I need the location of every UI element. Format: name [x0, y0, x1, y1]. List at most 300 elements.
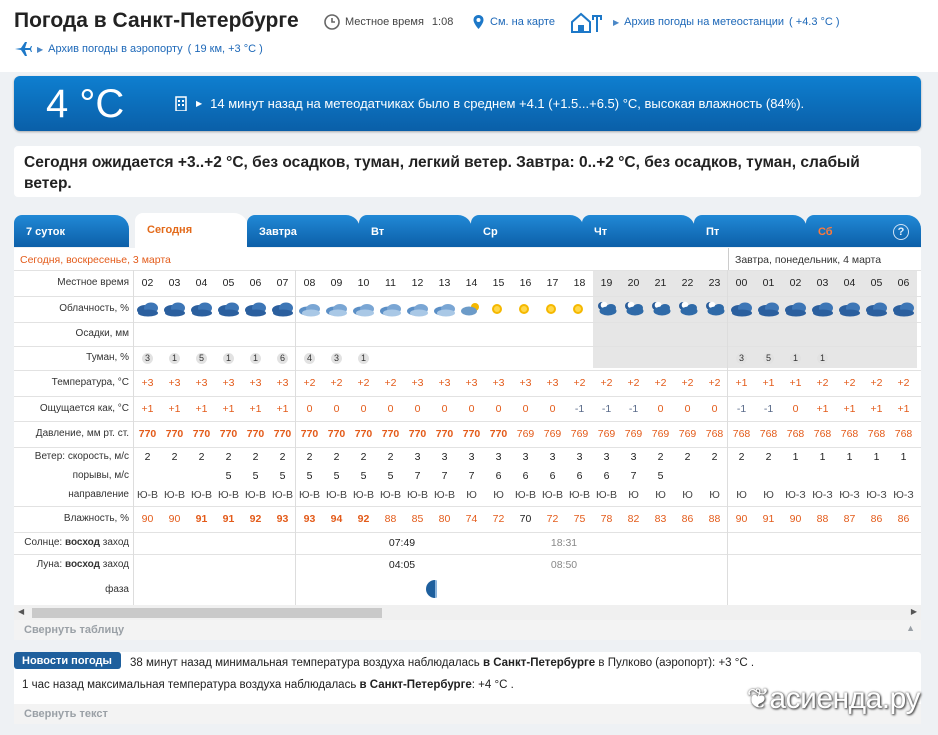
table-row: [14, 421, 921, 447]
hour-cell: 14: [465, 277, 478, 289]
cloud-cell: [782, 300, 809, 321]
feels-cell: 0: [387, 403, 394, 415]
humidity-cell: 91: [762, 513, 775, 525]
feels-cell: 0: [360, 403, 367, 415]
local-time: [324, 14, 453, 30]
temp-cell: +1: [762, 377, 775, 389]
hour-cell: 16: [519, 277, 532, 289]
feels-cell: 0: [441, 403, 448, 415]
building-icon: [174, 95, 188, 111]
moon-phase-icon: [423, 579, 437, 599]
wind-cell: 3: [468, 451, 475, 463]
collapse-text-button[interactable]: Свернуть текст: [14, 704, 921, 724]
moon-phase-cell: [416, 579, 443, 602]
row-label: фаза: [105, 584, 129, 595]
fog-badge: 5: [196, 353, 207, 364]
fog-badge: 3: [142, 353, 153, 364]
hourly-table: [14, 248, 921, 605]
hour-cell: 13: [438, 277, 451, 289]
tab-thu[interactable]: Чт: [582, 215, 695, 247]
direction-cell: Ю-В: [595, 489, 618, 501]
scroll-right-icon[interactable]: ▶: [910, 607, 917, 616]
direction-cell: Ю-В: [406, 489, 429, 501]
table-row: [14, 370, 921, 396]
hour-cell: 08: [303, 277, 316, 289]
table-row: [14, 270, 921, 296]
temp-cell: +2: [843, 377, 856, 389]
humidity-cell: 70: [519, 513, 532, 525]
wind-cell: 2: [252, 451, 259, 463]
row-label: порывы, м/с: [72, 470, 129, 481]
fog-badge: 1: [250, 353, 261, 364]
pressure-cell: 770: [435, 428, 454, 440]
row-label: Ощущается как, °С: [39, 403, 129, 414]
feels-cell: +1: [249, 403, 262, 415]
hour-cell: 06: [897, 277, 910, 289]
cloud-cell: [863, 300, 890, 321]
pressure-cell: 768: [759, 428, 778, 440]
direction-cell: Ю: [655, 489, 666, 501]
pressure-cell: 768: [813, 428, 832, 440]
tab-today[interactable]: Сегодня: [135, 213, 248, 248]
humidity-cell: 90: [168, 513, 181, 525]
cloud-light-icon: [352, 300, 376, 318]
tab-wed[interactable]: Ср: [471, 215, 584, 247]
direction-cell: Ю-З: [866, 489, 887, 501]
pressure-cell: 769: [516, 428, 535, 440]
wind-cell: 2: [684, 451, 691, 463]
row-label: Ветер: скорость, м/с: [34, 451, 129, 462]
hour-cell: 17: [546, 277, 559, 289]
cloud-cell: [458, 300, 485, 321]
cloud-light-icon: [406, 300, 430, 318]
cloud-dark-icon: [730, 300, 754, 318]
pressure-cell: 768: [840, 428, 859, 440]
news-text: в Пулково (аэропорт): +3 °С .: [598, 657, 755, 669]
cloud-cell: [161, 300, 188, 321]
cloud-dark-icon: [892, 300, 916, 318]
feels-cell: 0: [495, 403, 502, 415]
humidity-cell: 88: [708, 513, 721, 525]
hour-cell: 00: [735, 277, 748, 289]
cloud-cell: [890, 300, 917, 321]
hour-cell: 07: [276, 277, 289, 289]
humidity-cell: 87: [843, 513, 856, 525]
humidity-cell: 92: [357, 513, 370, 525]
direction-cell: Ю-З: [893, 489, 914, 501]
wind-cell: 3: [522, 451, 529, 463]
airport-info[interactable]: ( 19 км, +3 °С ): [187, 43, 263, 55]
partly-cloudy-icon: [460, 300, 484, 318]
cloud-cell: [485, 300, 512, 321]
cloud-dark-icon: [217, 300, 241, 318]
temp-cell: +2: [708, 377, 721, 389]
temp-cell: +3: [519, 377, 532, 389]
tab-tue[interactable]: Вт: [359, 215, 472, 247]
direction-cell: Ю-В: [271, 489, 294, 501]
gust-cell: 6: [576, 470, 583, 482]
fog-cell: [161, 352, 188, 364]
tab-fri[interactable]: Пт: [694, 215, 807, 247]
pressure-cell: 769: [543, 428, 562, 440]
current-weather-banner: [14, 76, 921, 131]
temp-cell: +2: [627, 377, 640, 389]
moon-cloud-icon: [676, 300, 700, 318]
station-archive[interactable]: [570, 11, 840, 33]
humidity-cell: 93: [276, 513, 289, 525]
pressure-cell: 770: [300, 428, 319, 440]
sun-icon: [541, 300, 565, 318]
cloud-dark-icon: [244, 300, 268, 318]
wind-cell: 3: [549, 451, 556, 463]
temp-cell: +3: [168, 377, 181, 389]
cloud-cell: [566, 300, 593, 321]
direction-cell: Ю-З: [812, 489, 833, 501]
moon-cloud-icon: [649, 300, 673, 318]
feels-cell: 0: [468, 403, 475, 415]
cloud-dark-icon: [136, 300, 160, 318]
cloud-cell: [647, 300, 674, 321]
gust-cell: 6: [603, 470, 610, 482]
cloud-light-icon: [433, 300, 457, 318]
direction-cell: Ю: [736, 489, 747, 501]
direction-cell: Ю-В: [298, 489, 321, 501]
gust-cell: 6: [522, 470, 529, 482]
fog-badge: 1: [358, 353, 369, 364]
horizontal-scrollbar[interactable]: [14, 605, 921, 620]
fog-cell: [269, 352, 296, 364]
humidity-cell: 88: [816, 513, 829, 525]
pressure-cell: 770: [138, 428, 157, 440]
cloud-dark-icon: [757, 300, 781, 318]
table-row: [14, 532, 921, 554]
wind-cell: 3: [630, 451, 637, 463]
fog-cell: [296, 352, 323, 364]
humidity-cell: 93: [303, 513, 316, 525]
pressure-cell: 768: [786, 428, 805, 440]
table-row: [14, 346, 921, 370]
station-archive-link[interactable]: Архив погоды на метеостанции: [624, 16, 785, 28]
watermark: [746, 682, 920, 716]
humidity-cell: 91: [222, 513, 235, 525]
fog-badge: 3: [331, 353, 342, 364]
feels-cell: +1: [870, 403, 883, 415]
temp-cell: +2: [897, 377, 910, 389]
humidity-cell: 72: [492, 513, 505, 525]
gust-cell: 7: [468, 470, 475, 482]
table-row: [14, 447, 921, 467]
fog-badge: 1: [169, 353, 180, 364]
wind-cell: 1: [873, 451, 880, 463]
feels-cell: 0: [549, 403, 556, 415]
direction-cell: Ю-В: [190, 489, 213, 501]
feels-cell: 0: [333, 403, 340, 415]
table-row: [14, 554, 921, 576]
pressure-cell: 770: [354, 428, 373, 440]
direction-cell: Ю-З: [785, 489, 806, 501]
watermark-text: асиенда.ру: [769, 682, 920, 715]
news-city: в Санкт-Петербурге: [482, 657, 596, 669]
fog-badge: 1: [817, 353, 828, 364]
humidity-cell: 90: [141, 513, 154, 525]
gust-cell: 5: [333, 470, 340, 482]
direction-cell: Ю: [628, 489, 639, 501]
row-label: Температура, °С: [51, 377, 129, 388]
pressure-cell: 768: [732, 428, 751, 440]
page-title: Погода в Санкт-Петербурге: [14, 9, 299, 32]
cloud-cell: [512, 300, 539, 321]
hour-cell: 06: [249, 277, 262, 289]
temp-cell: +2: [573, 377, 586, 389]
gust-cell: 5: [306, 470, 313, 482]
cloud-light-icon: [325, 300, 349, 318]
temp-cell: +2: [870, 377, 883, 389]
humidity-cell: 74: [465, 513, 478, 525]
direction-cell: Ю-В: [568, 489, 591, 501]
pressure-cell: 770: [246, 428, 265, 440]
airport-archive[interactable]: [14, 41, 263, 57]
temp-cell: +2: [600, 377, 613, 389]
gust-cell: 6: [495, 470, 502, 482]
humidity-cell: 88: [384, 513, 397, 525]
feels-cell: -1: [736, 403, 747, 415]
gust-cell: 5: [225, 470, 232, 482]
hour-cell: 12: [411, 277, 424, 289]
humidity-cell: 91: [195, 513, 208, 525]
help-icon[interactable]: ?: [893, 224, 909, 240]
pressure-cell: 770: [381, 428, 400, 440]
cloud-cell: [431, 300, 458, 321]
feels-cell: +1: [195, 403, 208, 415]
table-row: [14, 396, 921, 421]
gust-cell: 7: [414, 470, 421, 482]
map-link-text[interactable]: См. на карте: [490, 16, 555, 28]
cloud-cell: [269, 300, 296, 321]
fog-cell: [323, 352, 350, 364]
news-text: 1 час назад максимальная температура воздуха наблюдалась: [22, 679, 357, 691]
direction-cell: Ю: [466, 489, 477, 501]
cloud-dark-icon: [784, 300, 808, 318]
direction-cell: Ю: [682, 489, 693, 501]
fog-cell: [242, 352, 269, 364]
table-row: [14, 322, 921, 346]
clock-icon: [324, 14, 340, 30]
direction-cell: Ю-В: [325, 489, 348, 501]
current-temperature: 4 °C: [46, 82, 125, 126]
direction-cell: Ю-В: [352, 489, 375, 501]
feels-cell: 0: [414, 403, 421, 415]
fog-badge: 1: [790, 353, 801, 364]
cloud-cell: [809, 300, 836, 321]
wind-cell: 3: [576, 451, 583, 463]
row-label: Влажность, %: [63, 513, 129, 524]
row-label: Облачность, %: [59, 303, 129, 314]
wind-cell: 2: [333, 451, 340, 463]
wind-cell: 1: [792, 451, 799, 463]
humidity-cell: 83: [654, 513, 667, 525]
wind-cell: 2: [657, 451, 664, 463]
humidity-cell: 92: [249, 513, 262, 525]
temp-cell: +2: [654, 377, 667, 389]
fog-cell: [782, 352, 809, 364]
wind-cell: 2: [711, 451, 718, 463]
pressure-cell: 769: [678, 428, 697, 440]
pressure-cell: 770: [192, 428, 211, 440]
wind-cell: 2: [171, 451, 178, 463]
chevron-up-icon: ▲: [906, 623, 915, 633]
hour-cell: 04: [843, 277, 856, 289]
direction-cell: Ю: [709, 489, 720, 501]
hour-cell: 23: [708, 277, 721, 289]
local-time-label: Местное время: [345, 16, 424, 28]
table-row: [14, 486, 921, 506]
station-temp[interactable]: ( +4.3 °С ): [789, 16, 840, 28]
period-tabs: [14, 213, 921, 248]
hour-cell: 20: [627, 277, 640, 289]
tab-sat-label: Сб: [818, 226, 833, 238]
feels-cell: 0: [711, 403, 718, 415]
moonset-time: 08:50: [550, 559, 578, 571]
hour-cell: 22: [681, 277, 694, 289]
hour-cell: 15: [492, 277, 505, 289]
humidity-cell: 82: [627, 513, 640, 525]
pressure-cell: 770: [408, 428, 427, 440]
feels-cell: +1: [141, 403, 154, 415]
cloud-cell: [350, 300, 377, 321]
feels-cell: +1: [897, 403, 910, 415]
fog-cell: [215, 352, 242, 364]
feels-cell: -1: [601, 403, 612, 415]
direction-cell: Ю-В: [136, 489, 159, 501]
hour-cell: 05: [222, 277, 235, 289]
row-label: Туман, %: [86, 352, 129, 363]
cloud-light-icon: [298, 300, 322, 318]
tab-tomorrow[interactable]: Завтра: [247, 215, 360, 247]
gust-cell: 6: [549, 470, 556, 482]
temp-cell: +3: [546, 377, 559, 389]
gust-cell: 5: [387, 470, 394, 482]
wind-cell: 2: [738, 451, 745, 463]
direction-cell: Ю-В: [514, 489, 537, 501]
column-divider: [727, 270, 728, 605]
wind-cell: 3: [441, 451, 448, 463]
humidity-cell: 86: [681, 513, 694, 525]
hour-cell: 02: [141, 277, 154, 289]
table-row: [14, 296, 921, 322]
humidity-cell: 94: [330, 513, 343, 525]
fog-cell: [134, 352, 161, 364]
feels-cell: -1: [763, 403, 774, 415]
direction-cell: Ю: [763, 489, 774, 501]
row-label: направление: [68, 489, 129, 500]
news-tag[interactable]: Новости погоды: [14, 652, 121, 669]
row-label: Осадки, мм: [75, 328, 129, 339]
cloud-cell: [188, 300, 215, 321]
tab-7-days[interactable]: 7 суток: [14, 215, 129, 247]
pressure-cell: 769: [597, 428, 616, 440]
airport-archive-link[interactable]: Архив погоды в аэропорту: [48, 43, 183, 55]
cloud-cell: [755, 300, 782, 321]
humidity-cell: 72: [546, 513, 559, 525]
fog-cell: [188, 352, 215, 364]
temp-cell: +2: [816, 377, 829, 389]
tab-sat[interactable]: [806, 215, 921, 247]
fog-cell: [728, 352, 755, 364]
cloud-cell: [728, 300, 755, 321]
temp-cell: +1: [735, 377, 748, 389]
cloud-cell: [134, 300, 161, 321]
hour-cell: 01: [762, 277, 775, 289]
fog-badge: 3: [736, 353, 747, 364]
wind-cell: 2: [387, 451, 394, 463]
humidity-cell: 80: [438, 513, 451, 525]
column-divider: [133, 270, 134, 605]
sunrise-time: 07:49: [388, 537, 416, 549]
wind-cell: 2: [279, 451, 286, 463]
cloud-cell: [593, 300, 620, 321]
fog-cell: [809, 352, 836, 364]
news-item: [22, 679, 514, 691]
table-row: [14, 506, 921, 532]
hour-cell: 21: [654, 277, 667, 289]
direction-cell: Ю-В: [541, 489, 564, 501]
temp-cell: +1: [789, 377, 802, 389]
arrow-right-icon: ▶: [37, 44, 44, 54]
hour-cell: 10: [357, 277, 370, 289]
feels-cell: -1: [574, 403, 585, 415]
collapse-table-button[interactable]: [14, 620, 921, 640]
cloud-dark-icon: [163, 300, 187, 318]
airplane-icon: [14, 41, 32, 57]
cloud-cell: [377, 300, 404, 321]
cloud-dark-icon: [865, 300, 889, 318]
map-link[interactable]: [472, 14, 555, 30]
gust-cell: 5: [657, 470, 664, 482]
map-pin-icon: [472, 14, 485, 30]
cloud-dark-icon: [811, 300, 835, 318]
temp-cell: +3: [276, 377, 289, 389]
feels-cell: +1: [168, 403, 181, 415]
column-divider: [295, 270, 296, 605]
scrollbar-thumb[interactable]: [32, 608, 382, 618]
direction-cell: Ю-З: [839, 489, 860, 501]
feels-cell: -1: [628, 403, 639, 415]
sensor-summary: [174, 95, 804, 111]
temp-cell: +2: [681, 377, 694, 389]
cloud-cell: [215, 300, 242, 321]
wind-cell: 1: [900, 451, 907, 463]
scroll-left-icon[interactable]: ◀: [18, 607, 25, 616]
wind-cell: 2: [306, 451, 313, 463]
pressure-cell: 769: [570, 428, 589, 440]
table-row: [14, 576, 921, 605]
hour-cell: 03: [168, 277, 181, 289]
feels-cell: 0: [522, 403, 529, 415]
feels-cell: 0: [792, 403, 799, 415]
row-label: Солнце: восход заход: [24, 537, 129, 548]
humidity-cell: 75: [573, 513, 586, 525]
fog-badge: 6: [277, 353, 288, 364]
pressure-cell: 769: [624, 428, 643, 440]
feels-cell: +1: [222, 403, 235, 415]
fog-badge: 4: [304, 353, 315, 364]
temp-cell: +3: [222, 377, 235, 389]
watermark-logo-icon: ❦: [746, 683, 770, 714]
forecast-summary: Сегодня ожидается +3..+2 °C, без осадков, туман, легкий ветер. Завтра: 0..+2 °C, без осадков, туман, слабый ветер.: [14, 146, 921, 197]
pressure-cell: 770: [165, 428, 184, 440]
humidity-cell: 85: [411, 513, 424, 525]
header: [0, 0, 938, 72]
